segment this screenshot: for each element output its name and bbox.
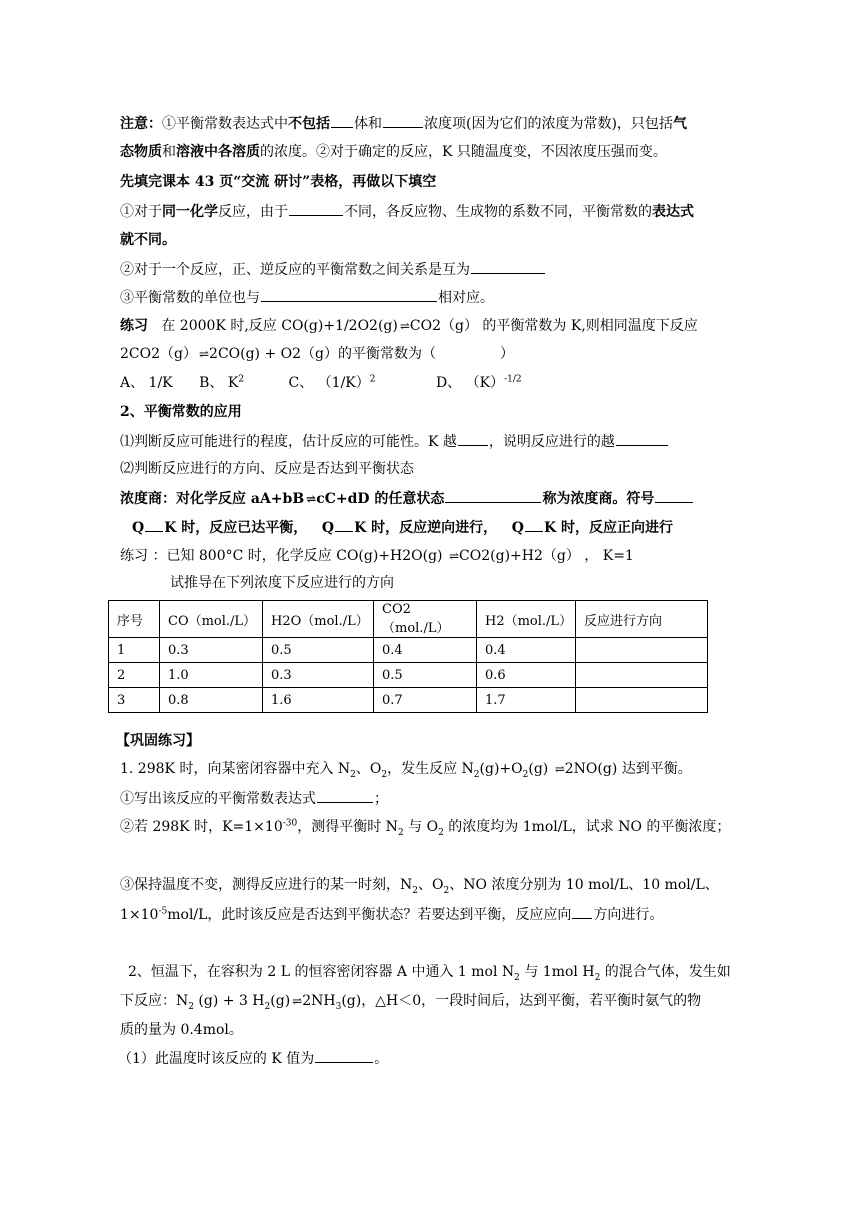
table-header-cell: CO（mol./L） — [160, 601, 263, 638]
table-cell: 0.6 — [477, 663, 576, 688]
blank[interactable] — [655, 488, 693, 503]
concentration-quotient: 浓度商：对化学反应 aA+bB ⇌ cC+dD 的任意状态 称为浓度商。符号 — [120, 488, 694, 509]
blank[interactable] — [383, 113, 423, 128]
item-2: ②对于一个反应，正、逆反应的平衡常数之间关系是互为 — [120, 259, 546, 280]
table-header-cell: 反应进行方向 — [576, 601, 708, 638]
table-cell: 0.4 — [477, 638, 576, 663]
table-cell: 0.8 — [160, 688, 263, 713]
blank[interactable] — [289, 201, 343, 216]
practice-2: 练习 ：已知 800°C 时，化学反应 CO(g)+H2O(g) ⇌ CO2(g)+H2（g） ， K=1 — [120, 548, 634, 564]
table-row — [109, 638, 708, 663]
table-cell: 1 — [109, 638, 160, 663]
item-1-cont: 就不同。 — [120, 232, 176, 248]
table-header-cell: H2O（mol./L） — [263, 601, 374, 638]
table-cell: 0.7 — [374, 688, 477, 713]
blank[interactable] — [525, 517, 543, 532]
table-cell: 0.3 — [263, 663, 374, 688]
blank[interactable] — [145, 517, 163, 532]
table-cell: 0.3 — [160, 638, 263, 663]
option-d[interactable]: D、 $(K)^{-1/2}$ — [435, 374, 522, 391]
item-1: ①对于同一化学反应，由于 不同，各反应物、生成物的系数不同，平衡常数的表达式 — [120, 201, 694, 222]
practice-1-options — [120, 373, 522, 393]
q1-c-cont: $1\times 10^{-5}mol/L$，此时该反应是否达到平衡状态？若要达到平衡，反应应向 方向进行。 — [120, 904, 663, 925]
table-cell: 0.5 — [263, 638, 374, 663]
instruction: 先填完课本 43 页“交流 研讨”表格，再做以下填空 — [120, 174, 437, 190]
table-header-row — [109, 601, 708, 638]
q1-intro: 1. 298K 时，向某密闭容器中充入 $N_2$、$O_2$，发生反应 $N_2(g)+O_2(g)$ ⇌ 2NO(g) 达到平衡。 — [120, 761, 692, 780]
table-header-cell: H2（mol./L） — [477, 601, 576, 638]
option-a[interactable]: A、 1/K — [120, 375, 173, 391]
equilibrium-arrow-icon: ⇌ — [399, 319, 408, 333]
table-row — [109, 663, 708, 688]
q2-reaction: 下反应：$N_2$ (g) + 3 $H_2(g)$ ⇌ $2NH_3(g)$，△H＜0，一段时间后，达到平衡，若平衡时氨气的物 — [120, 993, 702, 1012]
equilibrium-arrow-icon: ⇌ — [198, 347, 208, 361]
q2-sub-1: （1）此温度时该反应的 K 值为 。 — [118, 1048, 388, 1069]
q1-b: ②若 298K 时，$K=1\times 10^{-30}$，测得平衡时 $N_2$ 与 $O_2$ 的浓度均为 1mol/L，试求 NO 的平衡浓度； — [120, 818, 731, 838]
direction-cell[interactable] — [576, 663, 708, 688]
section-2-p2: ⑵判断反应进行的方向、反应是否达到平衡状态 — [120, 461, 414, 477]
table-cell: 3 — [109, 688, 160, 713]
table-header-cell: 序号 — [109, 601, 160, 638]
note-label: 注意： — [120, 116, 162, 132]
q1-c: ③保持温度不变，测得反应进行的某一时刻，$N_2$、$O_2$、NO 浓度分别为 10 mol/L、10 mol/L、 — [120, 877, 719, 896]
q2-intro: 2、恒温下，在容积为 2 L 的恒容密闭容器 A 中通入 1 mol $N_2$ 与 1mol $H_2$ 的混合气体，发生如 — [128, 964, 731, 983]
blank[interactable] — [261, 287, 437, 302]
direction-cell[interactable] — [576, 638, 708, 663]
practice-1: 练习 在 2000K 时,反应 CO(g)+1/2O2(g) ⇌ CO2（g） 的平衡常数为 K,则相同温度下反应 — [120, 318, 698, 334]
table-row — [109, 688, 708, 713]
q-k-relations: Q K 时，反应已达平衡， Q K 时，反应逆向进行， Q K 时，反应正向进行 — [132, 517, 673, 538]
blank[interactable] — [335, 517, 353, 532]
blank[interactable] — [458, 431, 488, 446]
equilibrium-arrow-icon: ⇌ — [306, 492, 315, 506]
concentration-table — [108, 600, 708, 713]
note-line-2: 态物质和溶液中各溶质的浓度。②对于确定的反应，K 只随温度变，不因浓度压强而变。 — [120, 144, 667, 160]
blank[interactable] — [331, 113, 353, 128]
equilibrium-arrow-icon: ⇌ — [292, 994, 301, 1008]
q1-a: ①写出该反应的平衡常数表达式 ； — [120, 788, 388, 809]
option-c[interactable]: C、 $(1/K)^2$ — [288, 374, 376, 391]
blank[interactable] — [471, 259, 545, 274]
table-header-cell: CO2（mol./L） — [374, 601, 477, 638]
q2-line-3: 质的量为 0.4mol。 — [120, 1022, 243, 1038]
table-cell: 2 — [109, 663, 160, 688]
table-cell: 1.0 — [160, 663, 263, 688]
item-3: ③平衡常数的单位也与 相对应。 — [120, 287, 494, 308]
table-cell: 1.6 — [263, 688, 374, 713]
blank[interactable] — [315, 1048, 373, 1063]
table-cell: 1.7 — [477, 688, 576, 713]
table-cell: 0.4 — [374, 638, 477, 663]
note-line-1: 注意：①平衡常数表达式中不包括 体和 浓度项(因为它们的浓度为常数)，只包括气 — [120, 113, 687, 134]
blank[interactable] — [445, 488, 541, 503]
blank[interactable] — [572, 904, 592, 919]
direction-cell[interactable] — [576, 688, 708, 713]
equilibrium-arrow-icon: ⇌ — [554, 762, 563, 776]
section-2-p1: ⑴判断反应可能进行的程度，估计反应的可能性。K 越 ，说明反应进行的越 — [120, 431, 669, 452]
blank[interactable] — [616, 431, 668, 446]
section-2-title: 2、平衡常数的应用 — [120, 404, 242, 420]
blank[interactable] — [317, 788, 373, 803]
practice-2-sub: 试推导在下列浓度下反应进行的方向 — [170, 575, 394, 591]
practice-1-line-2: 2CO2（g） ⇌ 2CO(g) + O2（g）的平衡常数为（ ） — [120, 346, 514, 362]
table-cell: 0.5 — [374, 663, 477, 688]
equilibrium-arrow-icon: ⇌ — [448, 549, 458, 563]
consolidate-title: 【巩固练习】 — [116, 733, 200, 749]
option-b[interactable]: B、 $K^2$ — [199, 374, 245, 391]
